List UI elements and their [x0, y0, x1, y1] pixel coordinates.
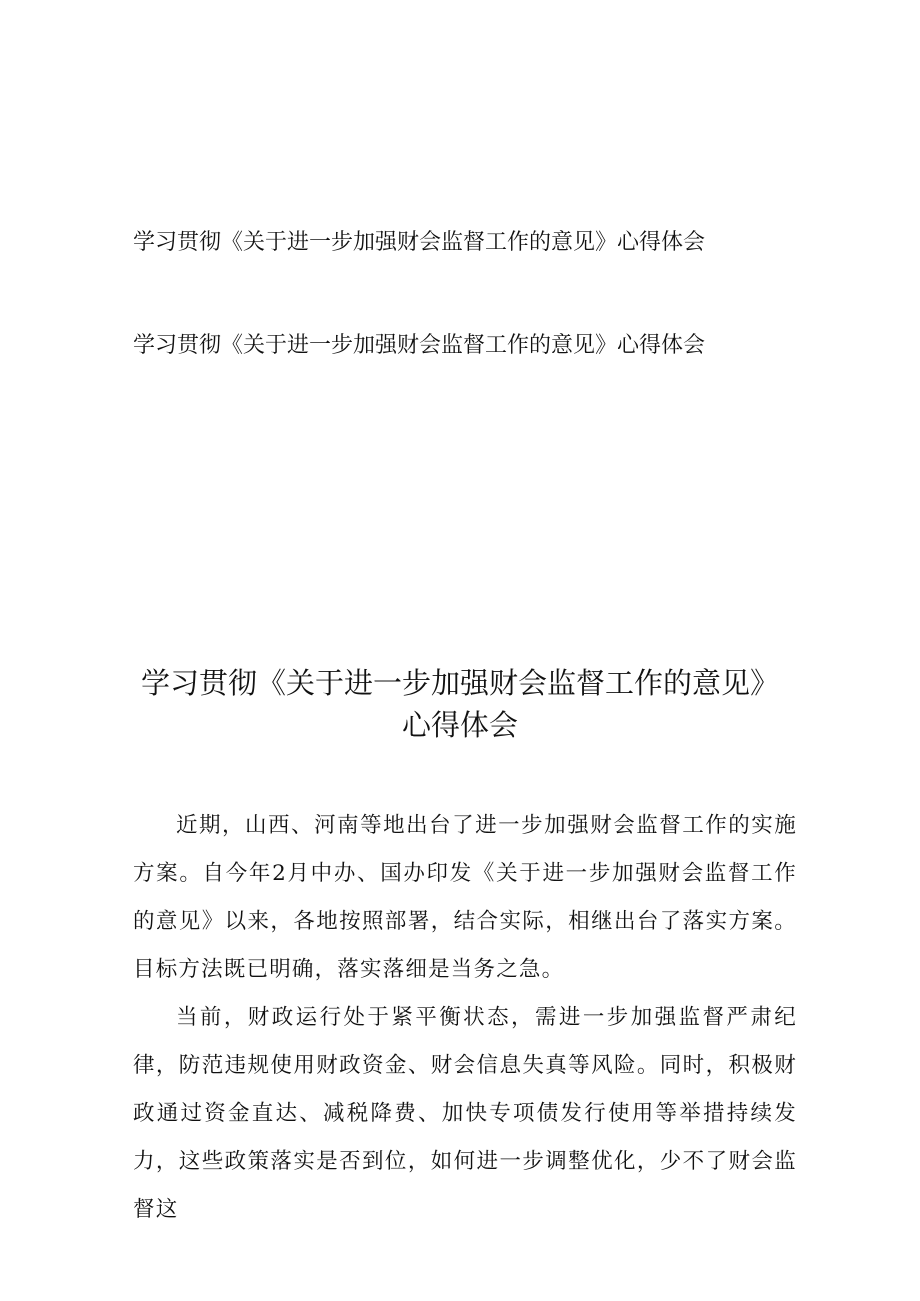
document-body — [133, 802, 797, 1234]
paragraph-2: 当前，财政运行处于紧平衡状态，需进一步加强监督严肃纪律，防范违规使用财政资金、财会信息失真等风险。同时，积极财政通过资金直达、减税降费、加快专项债发行使用等举措持续发力，这些政策落实是否到位，如何进一步调整优化，少不了财会监督这 — [133, 1005, 797, 1222]
document-title — [100, 662, 820, 746]
document-title-line-2: 心得体会 — [401, 708, 518, 742]
document-title-line-1: 学习贯彻《关于进一步加强财会监督工作的意见》 — [140, 666, 779, 700]
paragraph-1: 近期，山西、河南等地出台了进一步加强财会监督工作的实施方案。自今年2月中办、国办印发《关于进一步加强财会监督工作的意见》以来，各地按照部署，结合实际，相继出台了落实方案。目标方法既已明确，落实落细是当务之急。 — [133, 813, 797, 982]
toc-entry-1: 学习贯彻《关于进一步加强财会监督工作的意见》心得体会 — [133, 230, 706, 255]
toc-entry-2: 学习贯彻《关于进一步加强财会监督工作的意见》心得体会 — [133, 333, 706, 358]
